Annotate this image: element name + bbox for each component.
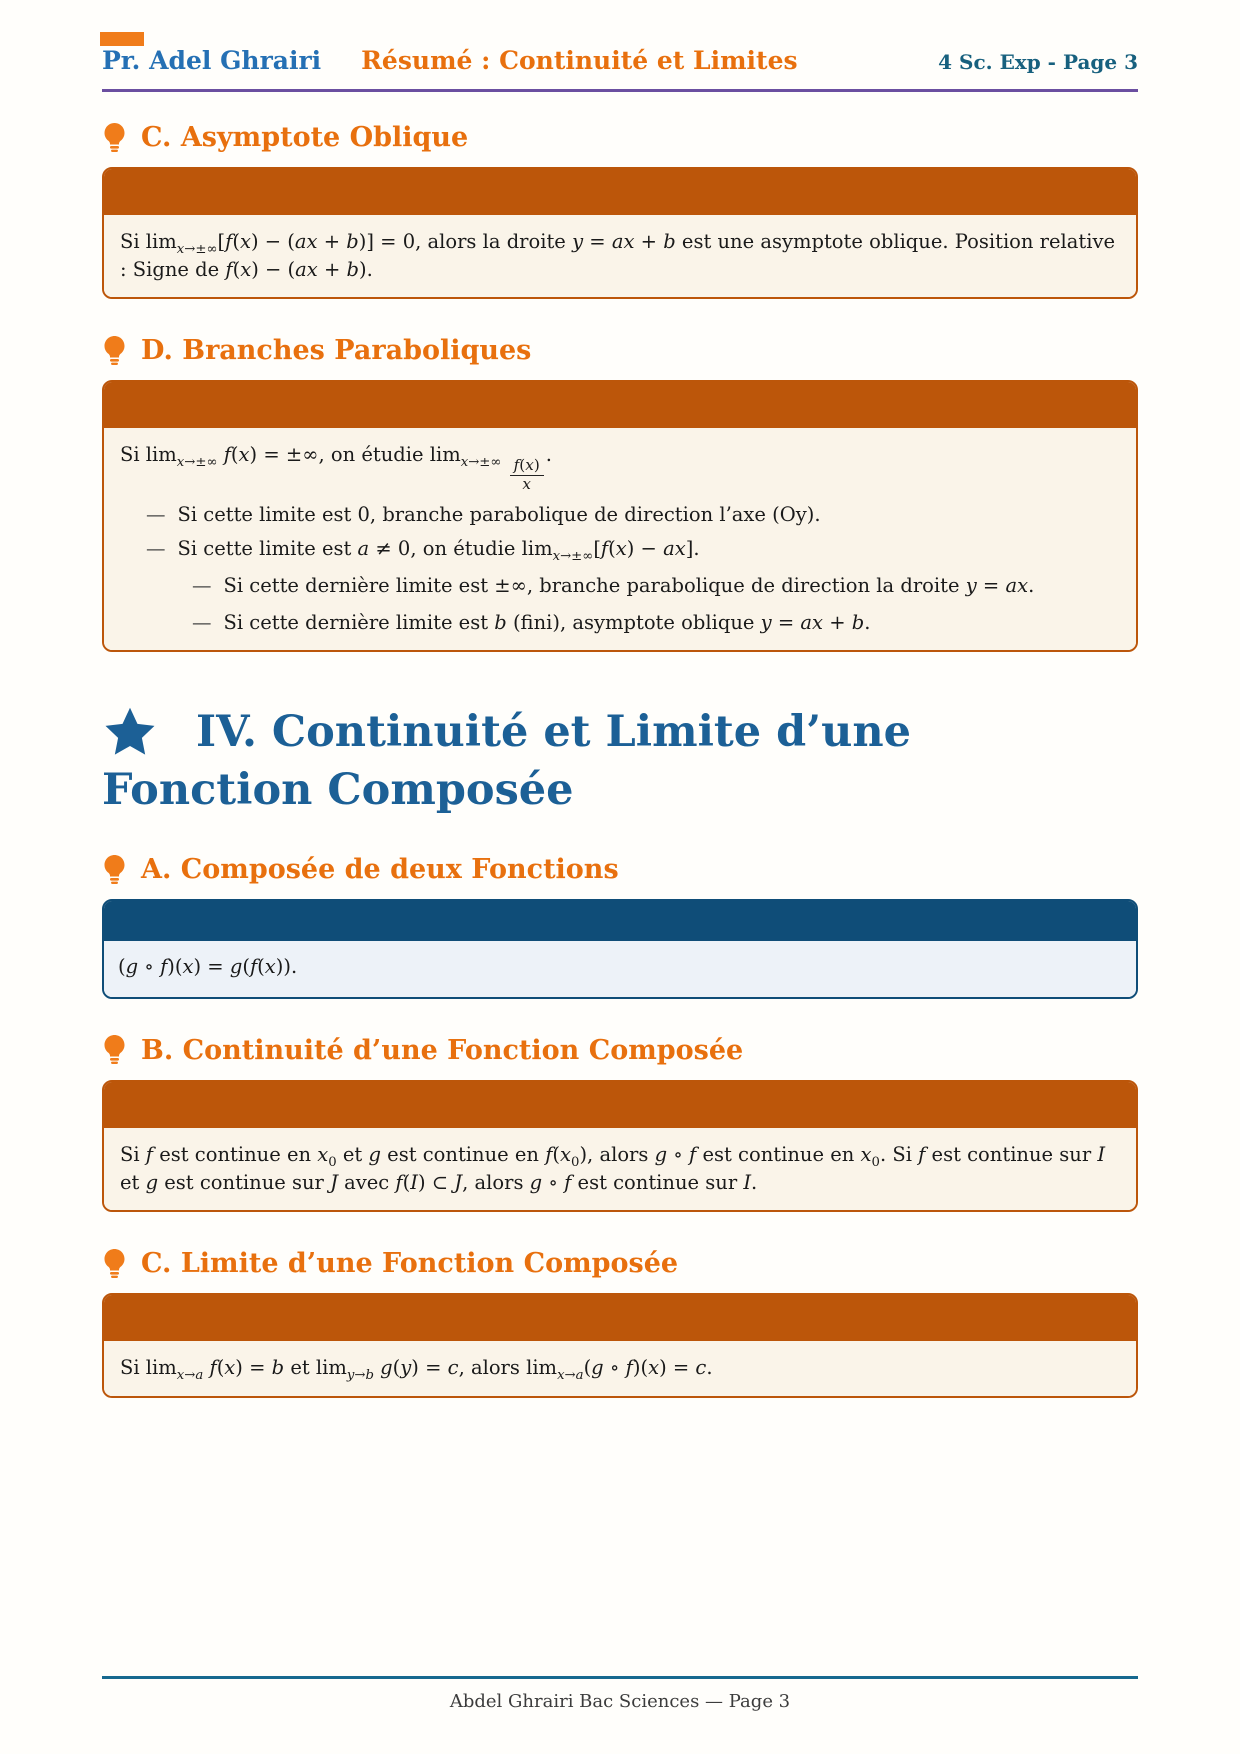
header-author: [102, 46, 321, 75]
dash-marker: —: [146, 502, 166, 526]
list-item: [120, 609, 1120, 637]
box-header-bar: [104, 901, 1136, 941]
box-intro: Si $\lim_{x\to\pm\infty} f(x)$ = ±∞, on étudie $\lim_{x\to\pm\infty}$ $\frac{f(x)}{x}$ .: [120, 443, 552, 494]
star-icon: [102, 704, 158, 760]
box-body: Si $\lim_{x\to\pm\infty}[f(x) - (ax + b)] = 0$, alors la droite y = ax + b est une asymptote oblique. Position relative : Signe de f(x) − (ax + b).: [104, 215, 1136, 297]
header-rule: [102, 89, 1138, 92]
header-course-info: 4 Sc. Exp - Page 3: [938, 50, 1138, 74]
section-heading-asymptote-oblique: [104, 122, 1138, 153]
list-item-text: Si cette limite est 0, branche parabolique de direction l’axe (Oy).: [177, 502, 821, 526]
list-item-text: Si cette dernière limite est b (fini), asymptote oblique y = ax + b.: [223, 610, 871, 634]
section-title: D. Branches Paraboliques: [141, 335, 532, 367]
dash-marker: —: [192, 610, 212, 634]
list-item: [120, 501, 1120, 529]
section-title: C. Limite d’une Fonction Composée: [141, 1248, 679, 1280]
lightbulb-icon: [104, 1249, 125, 1279]
box-header-bar: [104, 382, 1136, 428]
definition-box-asymptote-oblique: [102, 167, 1138, 299]
section-heading-composee-deux-fonctions: [104, 854, 1138, 885]
chapter-heading-line1-row: [102, 704, 1138, 760]
chapter-heading-line1: IV. Continuité et Limite d’une: [196, 706, 912, 757]
header-document-title: Résumé : Continuité et Limites: [361, 46, 798, 75]
header-author-text: Pr. Adel Ghrairi: [102, 46, 322, 75]
list-item: [120, 535, 1120, 563]
list-item-text: Si cette dernière limite est ±∞, branche parabolique de direction la droite y = ax.: [223, 574, 1035, 598]
dash-marker: —: [146, 537, 166, 561]
section-heading-continuite-composee: [104, 1035, 1138, 1066]
definition-box-limite-composee: [102, 1293, 1138, 1398]
lightbulb-icon: [104, 123, 125, 153]
box-body: (g ∘ f)(x) = g(f(x)).: [104, 941, 1136, 997]
lightbulb-icon: [104, 1035, 125, 1065]
box-body: [104, 428, 1136, 650]
box-header-bar: [104, 169, 1136, 215]
header-accent-mark: [100, 32, 144, 46]
definition-box-branches-paraboliques: [102, 380, 1138, 652]
section-title: C. Asymptote Oblique: [141, 122, 469, 153]
section-title: A. Composée de deux Fonctions: [141, 854, 619, 886]
box-body: Si $\lim_{x\to a} f(x) = b$ et $\lim_{y\to b} g(y) = c$, alors $\lim_{x\to a}(g$ ∘ f)(x) = c.: [104, 1341, 1136, 1396]
section-title: B. Continuité d’une Fonction Composée: [141, 1034, 744, 1066]
box-body: Si f est continue en $x_0$ et g est continue en $f(x_0)$, alors g ∘ f est continue en $x_0$. Si f est continue sur I et g est continue sur J avec f(I) ⊂ J, alors g ∘ f est continue sur I.: [104, 1128, 1136, 1210]
lightbulb-icon: [104, 336, 125, 366]
chapter-heading: [102, 704, 1138, 818]
list-item-text: Si cette limite est a ≠ 0, on étudie $\lim_{x\to\pm\infty}[f(x) - ax]$.: [177, 537, 700, 565]
page-header: [102, 46, 1138, 75]
page-footer: [102, 1676, 1138, 1712]
dash-marker: —: [192, 574, 212, 598]
section-heading-branches-paraboliques: [104, 335, 1138, 366]
definition-box-composee-deux-fonctions: [102, 899, 1138, 999]
box-header-bar: [104, 1082, 1136, 1128]
list-item: [120, 572, 1120, 600]
footer-text: Abdel Ghrairi Bac Sciences — Page 3: [449, 1691, 791, 1712]
lightbulb-icon: [104, 855, 125, 885]
definition-box-continuite-composee: [102, 1080, 1138, 1212]
box-header-bar: [104, 1295, 1136, 1341]
chapter-heading-line2: Fonction Composée: [102, 765, 574, 816]
section-heading-limite-composee: [104, 1248, 1138, 1279]
